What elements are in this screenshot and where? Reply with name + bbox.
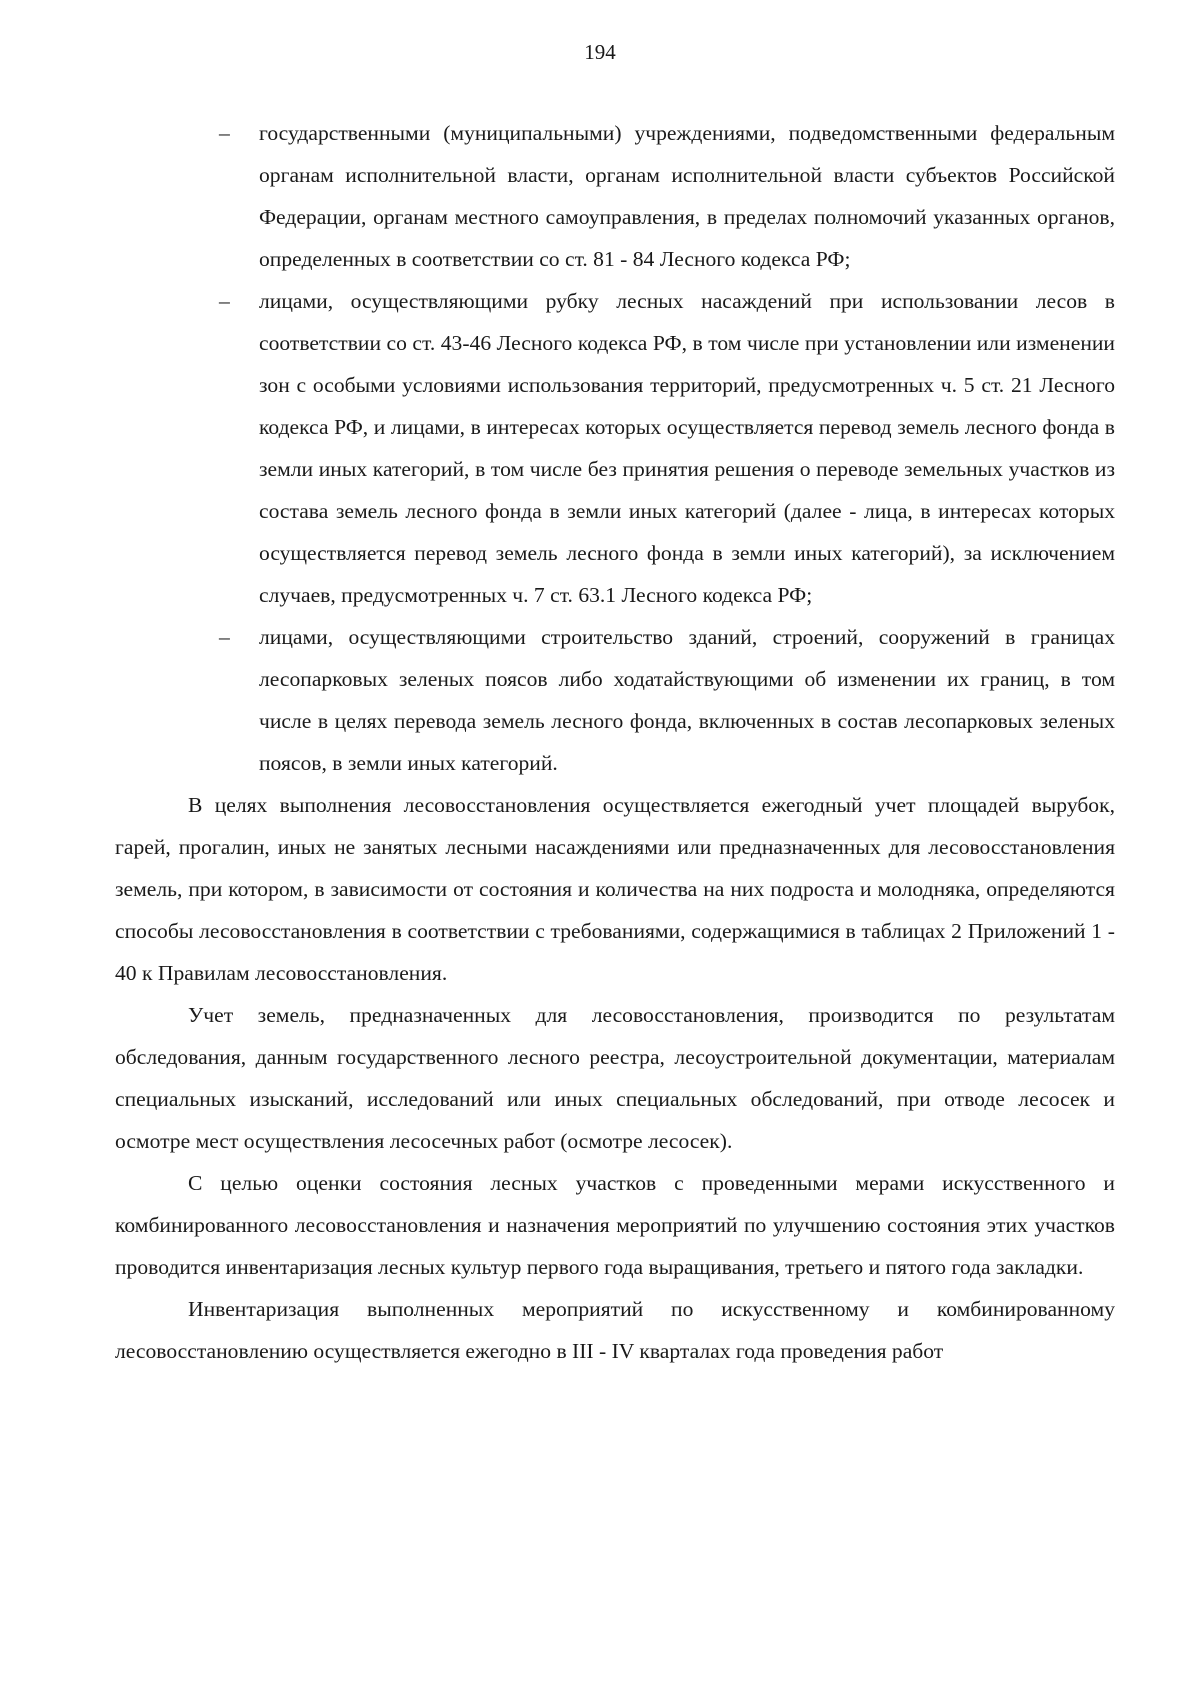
bullet-dash: – (219, 289, 230, 313)
bullet-list (115, 112, 1115, 784)
bullet-item (219, 112, 1115, 280)
body-paragraph: С целью оценки состояния лесных участков с проведенными мерами искусственного и комбинированного лесовосстановления и назначения мероприятий по улучшению состояния этих участков проводится инвентаризация лесных культур первого года выращивания, третьего и пятого года закладки. (115, 1171, 1115, 1279)
body-paragraph: В целях выполнения лесовосстановления осуществляется ежегодный учет площадей вырубок, гарей, прогалин, иных не занятых лесными насаждениями или предназначенных для лесовосстановления земель, при котором, в зависимости от состояния и количества на них подроста и молодняка, определяются способы лесовосстановления в соответствии с требованиями, содержащимися в таблицах 2 Приложений 1 - 40 к Правилам лесовосстановления. (115, 793, 1115, 985)
body-paragraph: Учет земель, предназначенных для лесовосстановления, производится по результатам обследования, данным государственного лесного реестра, лесоустроительной документации, материалам специальных изысканий, исследований или иных специальных обследований, при отводе лесосек и осмотре мест осуществления лесосечных работ (осмотре лесосек). (115, 1003, 1115, 1153)
page-number: 194 (584, 40, 616, 64)
body-paragraph: Инвентаризация выполненных мероприятий по искусственному и комбинированному лесовосстановлению осуществляется ежегодно в III - IV кварталах года проведения работ (115, 1297, 1115, 1363)
bullet-item (219, 616, 1115, 784)
bullet-item (219, 280, 1115, 616)
bullet-dash: – (219, 625, 230, 649)
document-body (115, 112, 1115, 1372)
bullet-dash: – (219, 121, 230, 145)
bullet-text: лицами, осуществляющими рубку лесных насаждений при использовании лесов в соответствии со ст. 43-46 Лесного кодекса РФ, в том числе при установлении или изменении зон с особыми условиями использования территорий, предусмотренных ч. 5 ст. 21 Лесного кодекса РФ, и лицами, в интересах которых осуществляется перевод земель лесного фонда в земли иных категорий, в том числе без принятия решения о переводе земельных участков из состава земель лесного фонда в земли иных категорий (далее - лица, в интересах которых осуществляется перевод земель лесного фонда в земли иных категорий), за исключением случаев, предусмотренных ч. 7 ст. 63.1 Лесного кодекса РФ; (259, 289, 1115, 607)
bullet-text: государственными (муниципальными) учреждениями, подведомственными федеральным органам исполнительной власти, органам исполнительной власти субъектов Российской Федерации, органам местного самоуправления, в пределах полномочий указанных органов, определенных в соответствии со ст. 81 - 84 Лесного кодекса РФ; (259, 121, 1115, 271)
bullet-text: лицами, осуществляющими строительство зданий, строений, сооружений в границах лесопарковых зеленых поясов либо ходатайствующими об изменении их границ, в том числе в целях перевода земель лесного фонда, включенных в состав лесопарковых зеленых поясов, в земли иных категорий. (259, 625, 1115, 775)
